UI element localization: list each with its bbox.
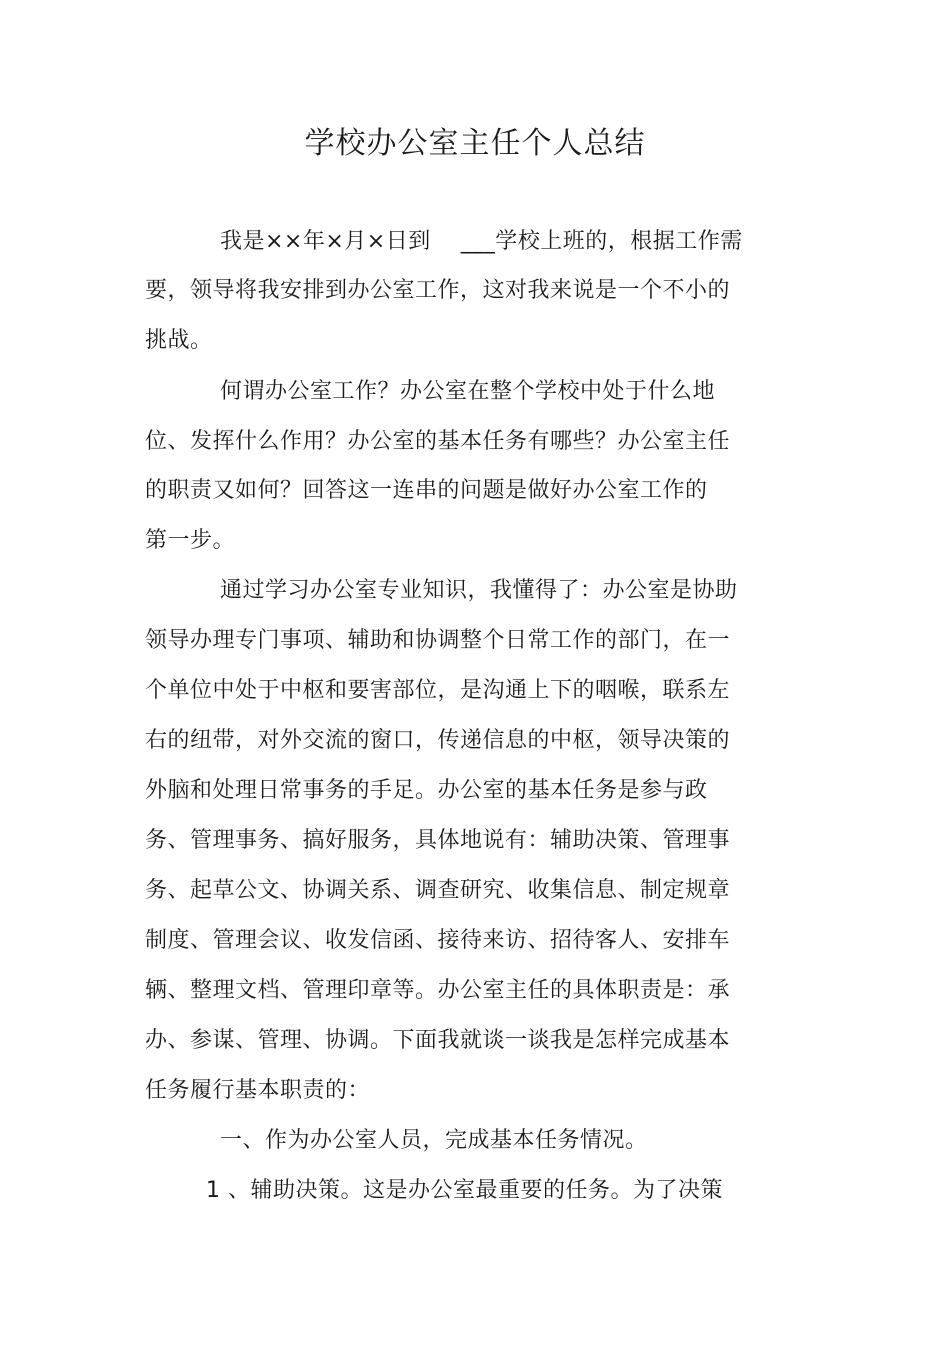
paragraph-line: 制度、管理会议、收发信函、接待来访、招待客人、安排车 — [145, 928, 731, 953]
paragraph-line: 的职责又如何？回答这一连串的问题是做好办公室工作的 — [145, 478, 708, 503]
paragraph-line: 辆、整理文档、管理印章等。办公室主任的具体职责是：承 — [145, 978, 731, 1003]
paragraph-line: 右的纽带，对外交流的窗口，传递信息的中枢，领导决策的 — [145, 728, 731, 753]
paragraph-line: 任务履行基本职责的： — [145, 1078, 371, 1103]
paragraph-line: 位、发挥什么作用？办公室的基本任务有哪些？办公室主任 — [145, 429, 731, 454]
paragraph-line: 务、起草公文、协调关系、调查研究、收集信息、制定规章 — [145, 878, 731, 903]
paragraph-line: 通过学习办公室专业知识，我懂得了：办公室是协助 — [220, 578, 738, 603]
paragraph-line: 务、管理事务、搞好服务，具体地说有：辅助决策、管理事 — [145, 828, 731, 853]
paragraph-line: 要，领导将我安排到办公室工作，这对我来说是一个不小的 — [145, 278, 731, 303]
document-title: 学校办公室主任个人总结 — [304, 126, 646, 161]
paragraph-line: 外脑和处理日常事务的手足。办公室的基本任务是参与政 — [145, 778, 708, 803]
list-item: 1 、辅助决策。这是办公室最重要的任务。为了决策 — [206, 1178, 723, 1203]
paragraph-line: 我是××年×月×日到 ___学校上班的，根据工作需 — [220, 229, 743, 254]
paragraph-line: 领导办理专门事项、辅助和协调整个日常工作的部门，在一 — [145, 628, 731, 653]
paragraph-line: 何谓办公室工作？办公室在整个学校中处于什么地 — [220, 379, 716, 404]
paragraph-line: 第一步。 — [145, 528, 236, 553]
section-heading: 一、作为办公室人员，完成基本任务情况。 — [220, 1128, 648, 1153]
paragraph-line: 办、参谋、管理、协调。下面我就谈一谈我是怎样完成基本 — [145, 1028, 731, 1053]
paragraph-line: 个单位中处于中枢和要害部位，是沟通上下的咽喉，联系左 — [145, 678, 731, 703]
paragraph-line: 挑战。 — [145, 328, 213, 353]
